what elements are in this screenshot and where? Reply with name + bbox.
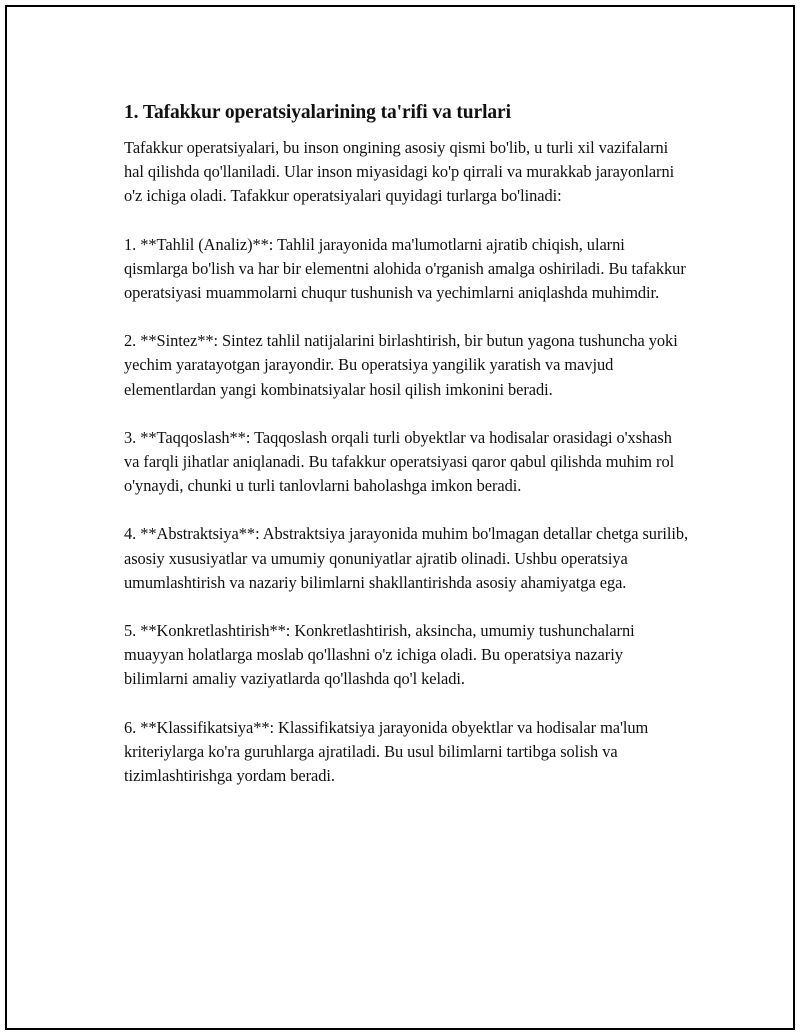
list-item-abstraktsiya: 4. **Abstraktsiya**: Abstraktsiya jarayonida muhim bo'lmagan detallar chetga surilib, asosiy xususiyatlar va umumiy qonuniyatlar ajratib olinadi. Ushbu operatsiya umumlashtirish va nazariy bilimlarni shakllantirishda asosiy ahamiyatga ega.	[124, 524, 689, 592]
list-item-klassifikatsiya: 6. **Klassifikatsiya**: Klassifikatsiya jarayonida obyektlar va hodisalar ma'lum kriteriylarga ko'ra guruhlarga ajratiladi. Bu usul bilimlarni tartibga solish va tizimlashtirishga yordam beradi.	[124, 717, 649, 786]
page-frame	[5, 5, 795, 1030]
intro-paragraph: Tafakkur operatsiyalari, bu inson ongining asosiy qismi bo'lib, u turli xil vazifalarni hal qilishda qo'llaniladi. Ular inson miyasidagi ko'p qirrali va murakkab jarayonlarni o'z ichiga oladi. Tafakkur operatsiyalari quyidagi turlarga bo'linadi:	[124, 138, 675, 206]
document-body	[124, 99, 690, 812]
list-item-sintez: 2. **Sintez**: Sintez tahlil natijalarini birlashtirish, bir butun yagona tushuncha yoki yechim yaratayotgan jarayondir. Bu operatsiya yangilik yaratish va mavjud elementlardan yangi kombinatsiyalar hosil qilish imkonini beradi.	[124, 331, 678, 399]
document-title: 1. Tafakkur operatsiyalarining ta'rifi va turlari	[124, 102, 511, 123]
list-item-konkretlashtirish: 5. **Konkretlashtirish**: Konkretlashtirish, aksincha, umumiy tushunchalarni muayyan holatlarga moslab qo'llashni o'z ichiga oladi. Bu operatsiya nazariy bilimlarni amaliy vaziyatlarda qo'llashda qo'l keladi.	[124, 621, 635, 689]
list-item-tahlil: 1. **Tahlil (Analiz)**: Tahlil jarayonida ma'lumotlarni ajratib chiqish, ularni qismlarga bo'lish va har bir elementni alohida o'rganish amalga oshiriladi. Bu tafakkur operatsiyasi muammolarni chuqur tushunish va yechimlarni aniqlashda muhimdir.	[124, 234, 686, 303]
list-item-taqqoslash: 3. **Taqqoslash**: Taqqoslash orqali turli obyektlar va hodisalar orasidagi o'xshash va farqli jihatlar aniqlanadi. Bu tafakkur operatsiyasi qaror qabul qilishda muhim rol o'ynaydi, chunki u turli tanlovlarni baholashga imkon beradi.	[124, 427, 675, 496]
